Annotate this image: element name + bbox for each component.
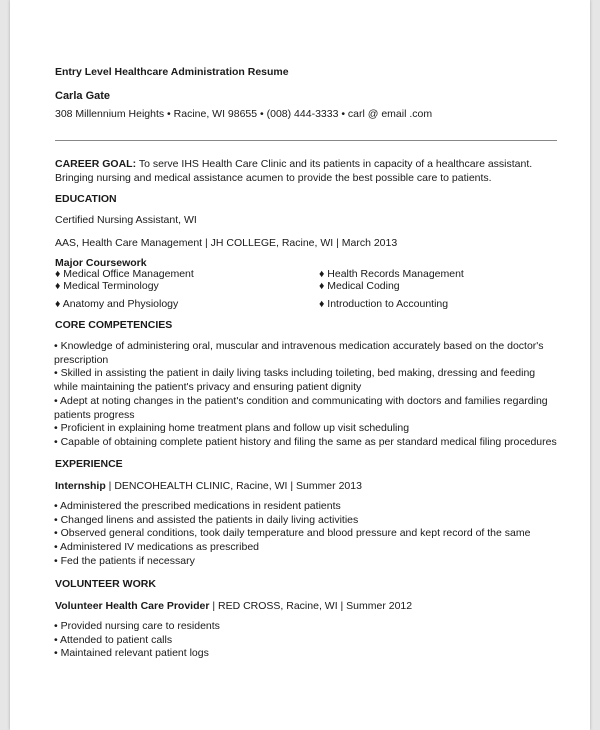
competency-line: • Proficient in explaining home treatment plans and follow up visit scheduling — [54, 422, 410, 435]
coursework-item: ♦ Medical Office Management — [55, 268, 194, 280]
resume-page — [10, 0, 590, 730]
experience-entry — [55, 480, 362, 493]
competency-line: • Skilled in assisting the patient in daily living tasks including toileting, bed making, dressing and feeding — [54, 367, 536, 380]
competency-line: while maintaining the patient's privacy and ensuring patient dignity — [54, 381, 362, 394]
coursework-item: ♦ Introduction to Accounting — [319, 298, 449, 310]
coursework-item: ♦ Anatomy and Physiology — [55, 298, 179, 310]
education-item: AAS, Health Care Management | JH COLLEGE, Racine, WI | March 2013 — [55, 237, 398, 249]
volunteer-bullet: • Maintained relevant patient logs — [54, 647, 209, 660]
coursework-item: ♦ Medical Terminology — [55, 280, 159, 292]
education-heading: EDUCATION — [55, 193, 117, 205]
coursework-item: ♦ Medical Coding — [319, 280, 400, 292]
volunteer-entry — [55, 600, 412, 613]
experience-bullet: • Changed linens and assisted the patients in daily living activities — [54, 513, 359, 526]
volunteer-role: Volunteer Health Care Provider — [55, 600, 210, 612]
competency-line: • Adept at noting changes in the patient's condition and communicating with doctors and families regarding — [54, 394, 548, 407]
experience-bullet: • Administered IV medications as prescribed — [54, 541, 260, 554]
experience-details: | DENCOHEALTH CLINIC, Racine, WI | Summer 2013 — [105, 480, 362, 492]
competencies-list — [54, 340, 574, 450]
volunteer-bullet: • Provided nursing care to residents — [54, 620, 220, 632]
education-item: Certified Nursing Assistant, WI — [55, 214, 197, 226]
document-title: Entry Level Healthcare Administration Resume — [55, 66, 289, 78]
career-goal-label: CAREER GOAL: — [55, 158, 137, 170]
volunteer-list — [54, 620, 574, 661]
career-goal-line2: Bringing nursing and medical assistance acumen to provide the best possible care to patients. — [55, 172, 492, 184]
contact-line: 308 Millennium Heights • Racine, WI 98655 • (008) 444-3333 • carl @ email .com — [55, 108, 433, 120]
competency-line: prescription — [54, 353, 109, 366]
coursework-heading: Major Coursework — [55, 257, 147, 269]
header-divider — [55, 140, 557, 141]
competency-line: • Knowledge of administering oral, muscular and intravenous medication accurately based on the doctor's — [54, 340, 544, 352]
competencies-heading: CORE COMPETENCIES — [55, 319, 173, 331]
experience-bullet: • Observed general conditions, took daily temperature and blood pressure and kept record of the same — [54, 527, 531, 540]
experience-bullet: • Fed the patients if necessary — [54, 554, 195, 567]
career-goal-text: To serve IHS Health Care Clinic and its patients in capacity of a healthcare assistant. — [138, 158, 533, 170]
volunteer-bullet: • Attended to patient calls — [54, 633, 173, 646]
career-goal-line1 — [55, 158, 532, 171]
coursework-item: ♦ Health Records Management — [319, 268, 464, 280]
competency-line: • Capable of obtaining complete patient history and filing the same as per standard medical filing procedures — [54, 435, 557, 448]
experience-list — [54, 500, 574, 569]
experience-role: Internship — [55, 480, 106, 492]
competency-line: patients progress — [54, 408, 135, 421]
volunteer-details: | RED CROSS, Racine, WI | Summer 2012 — [209, 600, 413, 612]
volunteer-heading: VOLUNTEER WORK — [55, 578, 156, 590]
applicant-name: Carla Gate — [55, 90, 111, 102]
experience-heading: EXPERIENCE — [55, 458, 123, 470]
experience-bullet: • Administered the prescribed medications in resident patients — [54, 500, 341, 512]
